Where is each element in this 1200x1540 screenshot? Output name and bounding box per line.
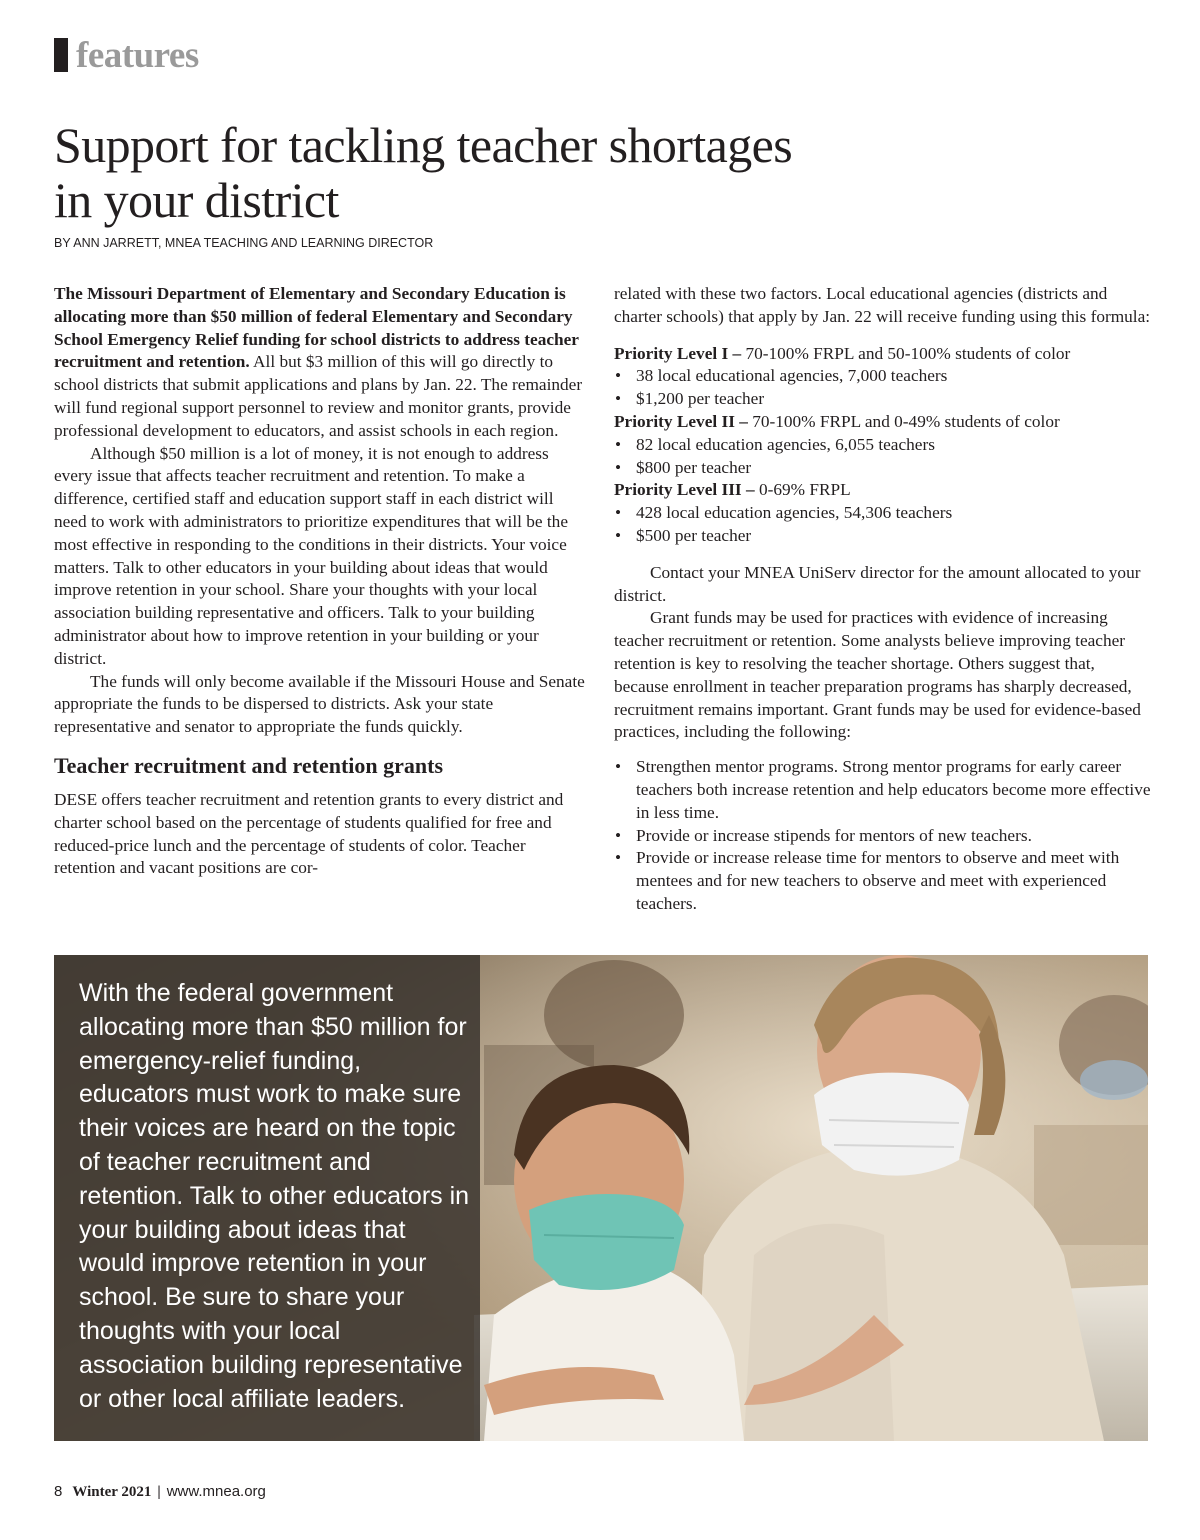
- priority-bullets: [614, 365, 1152, 411]
- body-paragraph-4-continued: related with these two factors. Local educational agencies (districts and charter schools) that apply by Jan. 22 will receive funding using this formula:: [614, 284, 1151, 326]
- priority-list: [614, 343, 1152, 548]
- article-title: [54, 118, 1054, 228]
- list-item: • 428 local education agencies, 54,306 teachers: [614, 502, 1152, 525]
- pull-quote: With the federal government allocating more than $50 million for emergency-relief funding, educators must work to make sure their voices are heard on the topic of teacher recruitment and retention. Talk to other educators in your building about ideas that would improve retention in your school. Be sure to share your thoughts with your local association building representative or other local affiliate leaders.: [79, 979, 470, 1413]
- body-paragraph-6: Grant funds may be used for practices with evidence of increasing teacher recruitment or retention. Some analysts believe improving teacher retention is key to resolving the teacher shortage. Others suggest that, because enrollment in teacher preparation programs has sharply decreased, recruitment remains important. Grant funds may be used for evidence-based practices, including the following:: [614, 608, 1141, 742]
- list-item: • $1,200 per teacher: [614, 388, 1152, 411]
- priority-criteria: 0-69% FRPL: [754, 480, 851, 500]
- lead-rest-text: All but $3 million of this will go directly to school districts that submit applications and plans by Jan. 22. The remainder will fund regional support personnel to review and monitor grants, provide professional development to educators, and assist schools in each region.: [54, 352, 583, 440]
- body-paragraph-2: Although $50 million is a lot of money, it is not enough to address every issue that affects teacher recruitment and retention. To make a difference, certified staff and education support staff in each district will need to work with administrators to prioritize expenditures that will be the most effective in responding to the conditions in their districts. Your voice matters. Talk to other educators in your building about ideas that would improve retention in your school. Share your thoughts with your local association building representative and officers. Talk to your building administrator about how to improve retention in your building or your district.: [54, 443, 568, 668]
- practices-list: [614, 756, 1152, 916]
- list-item: • 82 local education agencies, 6,055 teachers: [614, 434, 1152, 457]
- right-column: [614, 283, 1152, 916]
- issue-label: Winter 2021: [72, 1484, 152, 1500]
- list-item: • 38 local educational agencies, 7,000 teachers: [614, 365, 1152, 388]
- title-line-1: Support for tackling teacher shortages: [54, 117, 793, 173]
- priority-level-3: [614, 479, 1152, 547]
- body-paragraph-3: The funds will only become available if the Missouri House and Senate appropriate the funds to be dispersed to districts. Ask your state representative and senator to appropriate the funds quickly.: [54, 671, 585, 737]
- footer-separator: |: [157, 1484, 161, 1500]
- list-item: • $500 per teacher: [614, 525, 1152, 548]
- priority-heading: [614, 411, 1152, 434]
- section-subhead: Teacher recruitment and retention grants: [54, 752, 444, 778]
- page-footer: [54, 1483, 266, 1501]
- left-column: [54, 283, 590, 880]
- feature-image: [54, 955, 1148, 1441]
- section-bar: [54, 38, 68, 72]
- list-item: • Provide or increase release time for mentors to observe and meet with mentees and for new teachers to observe and meet with experienced teachers.: [614, 847, 1152, 915]
- priority-level-2: [614, 411, 1152, 479]
- priority-label: Priority Level I –: [614, 343, 742, 363]
- list-item: • $800 per teacher: [614, 457, 1152, 480]
- priority-criteria: 70-100% FRPL and 50-100% students of color: [741, 343, 1071, 363]
- priority-criteria: 70-100% FRPL and 0-49% students of color: [747, 411, 1060, 431]
- title-line-2: in your district: [54, 172, 339, 228]
- priority-bullets: [614, 502, 1152, 548]
- body-paragraph-5: Contact your MNEA UniServ director for the amount allocated to your district.: [614, 562, 1141, 605]
- priority-heading: [614, 479, 1152, 502]
- lead-bold-text: The Missouri Department of Elementary and Secondary Education is allocating more than $50 million of federal Elementary and Secondary School Emergency Relief funding for school districts to address teacher recruitment and retention.: [54, 284, 579, 372]
- list-item: • Strengthen mentor programs. Strong mentor programs for early career teachers both increase retention and help educators become more effective in less time.: [614, 756, 1152, 824]
- page-number: 8: [54, 1483, 63, 1500]
- list-item: • Provide or increase stipends for mentors of new teachers.: [614, 825, 1152, 848]
- priority-heading: [614, 343, 1152, 366]
- student-mask: [529, 1194, 684, 1290]
- byline: BY ANN JARRETT, MNEA TEACHING AND LEARNING DIRECTOR: [54, 236, 434, 250]
- pull-quote-panel: [54, 955, 480, 1441]
- section-label: features: [76, 35, 199, 76]
- priority-label: Priority Level III –: [614, 480, 755, 500]
- lead-paragraph: [54, 283, 590, 443]
- priority-label: Priority Level II –: [614, 411, 748, 431]
- priority-bullets: [614, 434, 1152, 480]
- website-link[interactable]: www.mnea.org: [166, 1483, 266, 1500]
- body-paragraph-4: DESE offers teacher recruitment and retention grants to every district and charter school based on the percentage of students qualified for free and reduced-price lunch and the percentage of students of color. Teacher retention and vacant positions are cor-: [54, 789, 564, 878]
- priority-level-1: [614, 343, 1152, 411]
